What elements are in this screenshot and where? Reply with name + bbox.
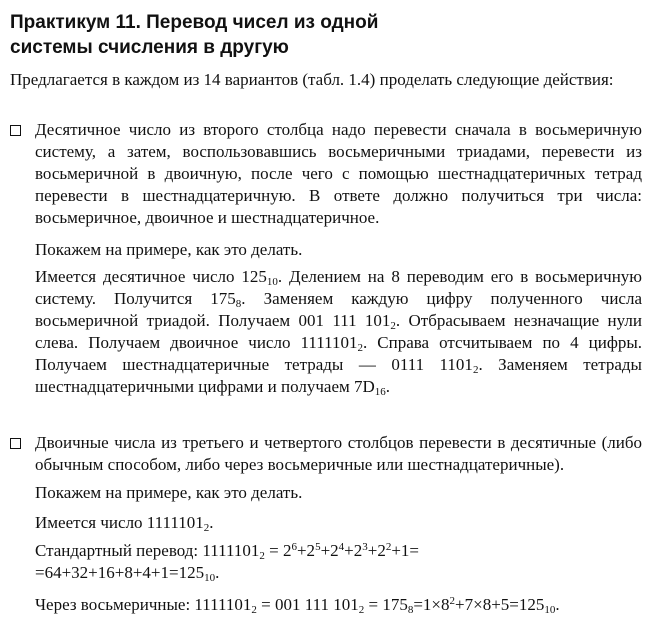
example-1-body: Имеется десятичное число $125_{10}$. Делением на 8 переводим его в восьмеричную систему. Получится $175_8$. Заменяем каждую цифру полученного числа восьмеричной триадой. Получаем 001 111 $101_2$. Отбрасываем незначащие нули слева. Получаем двоичное число $1111101_2$. Справа отсчитываем по 4 цифры. Получаем шестнадцатеричные тетрады — 0111 $1101_2$. Заменяем тетрады шестнадцатеричными цифрами и получаем $7D_{16}$. xyxy=(35,267,643,398)
intro-paragraph: Предлагается в каждом из 14 вариантов (табл. 1.4) проделать следующие действия: xyxy=(10,70,614,89)
octal-conversion: Через восьмеричные: $1111101_2 = 001$ 111 $101_2 = 175_8=1\times 8^2+7\times 8+5=125_{10}$. xyxy=(35,595,560,616)
heading-line-2: системы счисления в другую xyxy=(10,37,289,58)
example-1-intro: Покажем на примере, как это делать. xyxy=(35,240,303,259)
square-bullet-icon xyxy=(10,125,21,136)
square-bullet-icon xyxy=(10,438,21,449)
standard-conversion: Стандартный перевод: $1111101_2 = 2^6+2^5+2^4+2^3+2^2+1=$ $=64+32+16+8+4+1=125_{10}$. xyxy=(35,541,420,584)
example-2-intro: Покажем на примере, как это делать. xyxy=(35,483,303,502)
heading-line-1: Практикум 11. Перевод чисел из одной xyxy=(10,12,379,33)
example-2-number: Имеется число $1111101_2$. xyxy=(35,513,214,534)
task-item-1: Десятичное число из второго столбца надо перевести сначала в восьмеричную систему, а затем, воспользовавшись восьмеричными триадами, перевести из восьмеричной в двоичную, после чего с помощью шестнадцатеричных тетрад перевести в шестнадцатеричную. В ответе должно получиться три числа: восьмеричное, двоичное и шестнадцатеричное. xyxy=(35,120,642,227)
task-item-2: Двоичные числа из третьего и четвертого столбцов перевести в десятичные (либо обычным способом, либо через восьмеричные или шестнадцатеричные). xyxy=(35,433,642,474)
section-heading xyxy=(10,10,630,60)
